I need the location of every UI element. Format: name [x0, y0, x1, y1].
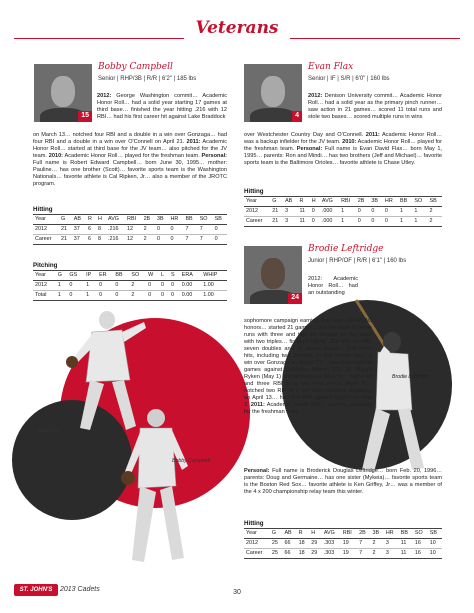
stats-cell: 0: [383, 217, 398, 227]
stats-cell: 29: [309, 539, 322, 549]
stats-cell: 25: [270, 549, 283, 559]
stats-header-cell: SO: [198, 215, 213, 225]
stats-header-cell: Year: [33, 271, 56, 281]
stats-cell: 0: [310, 217, 320, 227]
stats-cell: 1: [412, 217, 427, 227]
stats-header-cell: WHIP: [201, 271, 227, 281]
stats-cell: 37: [72, 225, 86, 235]
stats-cell: Career: [33, 235, 59, 245]
evan-flax-photo: [244, 64, 302, 122]
stats-header-row: [33, 215, 227, 225]
stats-header-cell: S: [169, 271, 180, 281]
stats-header-cell: RBI: [339, 197, 356, 207]
stats-cell: 0: [113, 281, 129, 291]
stats-cell: 1.00: [201, 281, 227, 291]
player-info: Junior | RHP/OF | R/R | 6'1" | 160 lbs: [308, 258, 407, 264]
stats-header-row: [244, 529, 442, 539]
stats-cell: 0: [383, 207, 398, 217]
stats-cell: 7: [198, 235, 213, 245]
stats-header-cell: AB: [72, 215, 86, 225]
player-bio-full: [244, 132, 442, 182]
hitting-heading: Hitting: [33, 206, 53, 213]
jersey-number-badge: 15: [78, 111, 92, 122]
stats-cell: 18: [297, 539, 310, 549]
stats-cell: 16: [413, 549, 428, 559]
stats-header-cell: BB: [113, 271, 129, 281]
stats-cell: 2: [129, 281, 146, 291]
stats-cell: 0: [213, 225, 227, 235]
stats-cell: 21: [59, 235, 72, 245]
stats-header-cell: Year: [244, 529, 270, 539]
stats-row: [244, 539, 442, 549]
stats-row: [33, 225, 227, 235]
stats-cell: Total: [33, 291, 56, 301]
stats-cell: 7: [357, 549, 370, 559]
player-info: Senior | IF | S/R | 6'0" | 160 lbs: [308, 76, 390, 82]
stats-header-cell: SO: [412, 197, 427, 207]
bio-text-rest: on March 13… notched four RBI and a double in a win over Gonzaga… had four RBI and a double in a win over O'Connell on April 21. 2011: Academic Honor Roll… started at third base for the JV team… also pitched for the JV team. 2010: Academic Honor Roll… played for the freshman team. Personal: Full name is Robert Edward Campbell… born June 30, 1995… mother: Pauline… has one brother (Scott)… favorite sports team is the Washington Nationals… favorite athlete is Cal Ripken, Jr… also a member of the JROTC program.: [33, 132, 227, 187]
stats-cell: 0: [146, 291, 159, 301]
stats-header-cell: R: [86, 215, 96, 225]
stats-header-cell: 3B: [370, 529, 383, 539]
stats-header-cell: SB: [428, 197, 442, 207]
fielder-photo: [110, 400, 200, 570]
stats-cell: 1: [339, 217, 356, 227]
bobby-hitting-table: [33, 214, 227, 245]
stats-cell: 0: [369, 207, 383, 217]
stats-cell: 1: [56, 291, 68, 301]
footer-text: 2013 Cadets: [60, 586, 100, 593]
stats-header-cell: SO: [129, 271, 146, 281]
stats-cell: 0: [213, 235, 227, 245]
stats-header-cell: H: [309, 529, 322, 539]
stats-cell: 12: [125, 235, 142, 245]
stats-header-cell: W: [146, 271, 159, 281]
stats-header-cell: AVG: [322, 529, 341, 539]
stats-cell: 2: [142, 235, 155, 245]
stats-cell: 0: [159, 281, 169, 291]
stats-header-cell: RBI: [341, 529, 357, 539]
stats-cell: Career: [244, 217, 270, 227]
stats-header-cell: R: [297, 529, 310, 539]
stats-row: [244, 549, 442, 559]
stats-cell: 1: [398, 207, 412, 217]
stats-header-row: [244, 197, 442, 207]
player-bio-full: [244, 318, 372, 468]
stats-cell: 0: [155, 225, 168, 235]
brodie-leftridge-photo: [244, 246, 302, 304]
caption-evan-flax: Evan Flax: [38, 428, 62, 434]
stats-header-cell: G: [59, 215, 72, 225]
stats-header-cell: SB: [213, 215, 227, 225]
stats-cell: 7: [183, 225, 197, 235]
stats-cell: 37: [72, 235, 86, 245]
stats-row: [244, 217, 442, 227]
stats-header-cell: ER: [97, 271, 113, 281]
stats-cell: 3: [384, 549, 399, 559]
stats-cell: 0: [168, 225, 183, 235]
stats-cell: 0: [356, 217, 370, 227]
stats-cell: 7: [183, 235, 197, 245]
stats-row: [33, 291, 227, 301]
title-rule-right: [290, 38, 460, 39]
stats-header-cell: HR: [383, 197, 398, 207]
stats-cell: 0: [168, 235, 183, 245]
stats-cell: 6: [86, 225, 96, 235]
stats-cell: .000: [320, 207, 339, 217]
player-name: Brodie Leftridge: [308, 244, 384, 254]
stats-cell: 2: [142, 225, 155, 235]
stats-cell: 21: [270, 207, 283, 217]
stats-header-row: [33, 271, 227, 281]
stats-header-cell: SO: [413, 529, 428, 539]
stats-cell: 66: [282, 539, 296, 549]
stats-cell: 2012: [33, 281, 56, 291]
stats-cell: 2: [370, 549, 383, 559]
stats-cell: 0: [113, 291, 129, 301]
stats-cell: 2012: [33, 225, 59, 235]
player-bio-full: [33, 132, 227, 196]
stats-cell: 11: [399, 539, 413, 549]
stats-header-cell: L: [159, 271, 169, 281]
page-title: Veterans: [195, 18, 279, 38]
stats-cell: 2: [370, 539, 383, 549]
stats-cell: 0.00: [180, 291, 201, 301]
stats-cell: 19: [341, 549, 357, 559]
bio-text-top: 2012: Denison University commit… Academic Honor Roll… had a solid year as the primary pinch runner… saw action in 21 games… scored 11 total runs and stole two bases… scored multiple runs in wins: [308, 93, 442, 120]
stats-cell: 0: [146, 281, 159, 291]
stats-header-cell: RBI: [125, 215, 142, 225]
stats-header-cell: H: [96, 215, 106, 225]
stats-header-cell: 2B: [142, 215, 155, 225]
stats-cell: 3: [384, 539, 399, 549]
stats-header-cell: HR: [384, 529, 399, 539]
stats-cell: 19: [341, 539, 357, 549]
stats-header-cell: Year: [33, 215, 59, 225]
hitting-heading: Hitting: [244, 188, 264, 195]
stats-cell: 0: [159, 291, 169, 301]
player-bio: [97, 93, 227, 133]
stats-cell: .303: [322, 539, 341, 549]
stats-cell: .000: [320, 217, 339, 227]
stats-cell: 6: [86, 235, 96, 245]
caption-bobby-campbell: Bobby Campbell: [172, 458, 211, 464]
stats-cell: 3: [283, 207, 297, 217]
player-name: Bobby Campbell: [98, 62, 173, 72]
stats-cell: Career: [244, 549, 270, 559]
stats-header-cell: G: [270, 197, 283, 207]
stats-cell: .216: [106, 225, 125, 235]
stats-cell: .303: [322, 549, 341, 559]
stats-header-cell: AVG: [320, 197, 339, 207]
stats-cell: 0.00: [180, 281, 201, 291]
stats-row: [33, 235, 227, 245]
stats-cell: 2: [129, 291, 146, 301]
stats-cell: 16: [413, 539, 428, 549]
stats-header-cell: AVG: [106, 215, 125, 225]
stats-header-cell: BB: [398, 197, 412, 207]
stats-cell: 0: [67, 291, 84, 301]
stats-header-cell: G: [56, 271, 68, 281]
stats-cell: 1: [84, 281, 97, 291]
player-bio-personal: [244, 468, 442, 512]
stats-cell: 8: [96, 225, 106, 235]
stats-cell: 1: [398, 217, 412, 227]
stats-header-cell: HR: [168, 215, 183, 225]
stats-row: [244, 207, 442, 217]
jersey-number-badge: 4: [292, 111, 302, 122]
bio-text-top: 2012: Academic Honor Roll… had an outstanding: [308, 276, 358, 296]
stats-header-cell: R: [297, 197, 309, 207]
stats-cell: 0: [169, 291, 180, 301]
stats-header-cell: AB: [282, 529, 296, 539]
evan-hitting-table: [244, 196, 442, 227]
stats-cell: .216: [106, 235, 125, 245]
stats-header-cell: H: [310, 197, 320, 207]
player-info: Senior | RHP/3B | R/R | 6'2" | 185 lbs: [98, 76, 197, 82]
player-name: Evan Flax: [308, 62, 354, 72]
bobby-pitching-table: [33, 270, 227, 301]
stats-cell: 11: [297, 207, 309, 217]
stats-cell: 2012: [244, 207, 270, 217]
stats-header-cell: BB: [183, 215, 197, 225]
jersey-number-badge: 24: [288, 293, 302, 304]
caption-brodie-leftridge: Brodie Leftridge: [392, 374, 429, 380]
stats-header-cell: 3B: [369, 197, 383, 207]
bio-text-personal: Personal: Full name is Broderick Douglas Leftridge… born Feb. 20, 1996… parents: Doug and Germaine… has one sister (Mykeia)… favorite sports team is the Boston Red Sox… favorite athlete is Ken Griffey, Jr… was a member of the 4 x 200 championship relay team this winter.: [244, 468, 442, 495]
stats-cell: 29: [309, 549, 322, 559]
stats-cell: 2012: [244, 539, 270, 549]
stats-header-cell: 2B: [357, 529, 370, 539]
stats-cell: 1: [412, 207, 427, 217]
player-bio-intro: [308, 276, 358, 316]
stats-cell: 0: [155, 235, 168, 245]
stats-header-cell: BB: [399, 529, 413, 539]
stats-cell: 2: [428, 217, 442, 227]
stats-cell: 1: [339, 207, 356, 217]
player-bio: [308, 93, 442, 133]
stats-header-cell: SB: [428, 529, 442, 539]
stats-header-cell: G: [270, 529, 283, 539]
school-logo: ST. JOHN'S: [14, 584, 58, 596]
stats-cell: 3: [283, 217, 297, 227]
stats-cell: 25: [270, 539, 283, 549]
stats-cell: 0: [369, 217, 383, 227]
stats-cell: 0: [310, 207, 320, 217]
stats-cell: 10: [428, 539, 442, 549]
stats-cell: 21: [270, 217, 283, 227]
stats-header-cell: 3B: [155, 215, 168, 225]
stats-header-cell: GS: [67, 271, 84, 281]
stats-cell: 1: [56, 281, 68, 291]
stats-cell: 7: [198, 225, 213, 235]
stats-cell: 7: [357, 539, 370, 549]
stats-header-cell: Year: [244, 197, 270, 207]
bio-text-top: 2012: George Washington commit… Academic Honor Roll… had a solid year starting 17 games at third base… finished the year hitting .216 with 12 RBI… had his first career hit against Lake Braddock: [97, 93, 227, 120]
bio-text-rest-narrow: sophomore campaign earning 2nd Team All-WCAC honors… started 21 games… led the team in home runs with three and tied for second on the team with two triples… finished hitting .303 with 19 RBI, seven doubles and 10 stolen bases… had three hits, including two doubles, in first career start, a win over Gonzaga on March 17… also had multi-hit games against DeMatha (March 27), St. Mary's Ryken (May 1) and McNamara (May 5)… had a hit and three RBI in a win over Ireton (April 2)… notched two RBI in a win over Caldwell Academy on April 13… had four RBI against Ryken on May 2. 2011: Academic Honor Roll… starting outfielder for the freshman team.: [244, 318, 372, 415]
stats-cell: 0: [356, 207, 370, 217]
stats-header-cell: IP: [84, 271, 97, 281]
stats-cell: 1: [84, 291, 97, 301]
page-number: 30: [233, 589, 241, 596]
stats-cell: 66: [282, 549, 296, 559]
stats-cell: 0: [169, 281, 180, 291]
stats-header-cell: AB: [283, 197, 297, 207]
stats-cell: 0: [97, 281, 113, 291]
stats-cell: 0: [67, 281, 84, 291]
brodie-hitting-table: [244, 528, 442, 559]
hitting-heading: Hitting: [244, 520, 264, 527]
stats-cell: 10: [428, 549, 442, 559]
stats-cell: 11: [297, 217, 309, 227]
stats-row: [33, 281, 227, 291]
stats-cell: 8: [96, 235, 106, 245]
stats-cell: 12: [125, 225, 142, 235]
stats-cell: 0: [97, 291, 113, 301]
stats-cell: 2: [428, 207, 442, 217]
stats-cell: 1.00: [201, 291, 227, 301]
stats-cell: 18: [297, 549, 310, 559]
stats-header-cell: ERA: [180, 271, 201, 281]
stats-cell: 11: [399, 549, 413, 559]
stats-cell: 21: [59, 225, 72, 235]
bio-text-rest: over Westchester Country Day and O'Connell. 2011: Academic Honor Roll… was a backup infielder for the JV team. 2010: Academic Honor Roll… played for the freshman team. Personal: Full name is Evan David Flax… born May 1, 1995… parents: Ron and Mindi… has two brothers (Jeff and Michael)… favorite sports team is the Baltimore Orioles… favorite athlete is Chase Utley.: [244, 132, 442, 166]
pitching-heading: Pitching: [33, 262, 58, 269]
bobby-campbell-photo: [34, 64, 92, 122]
stats-header-cell: 2B: [356, 197, 370, 207]
